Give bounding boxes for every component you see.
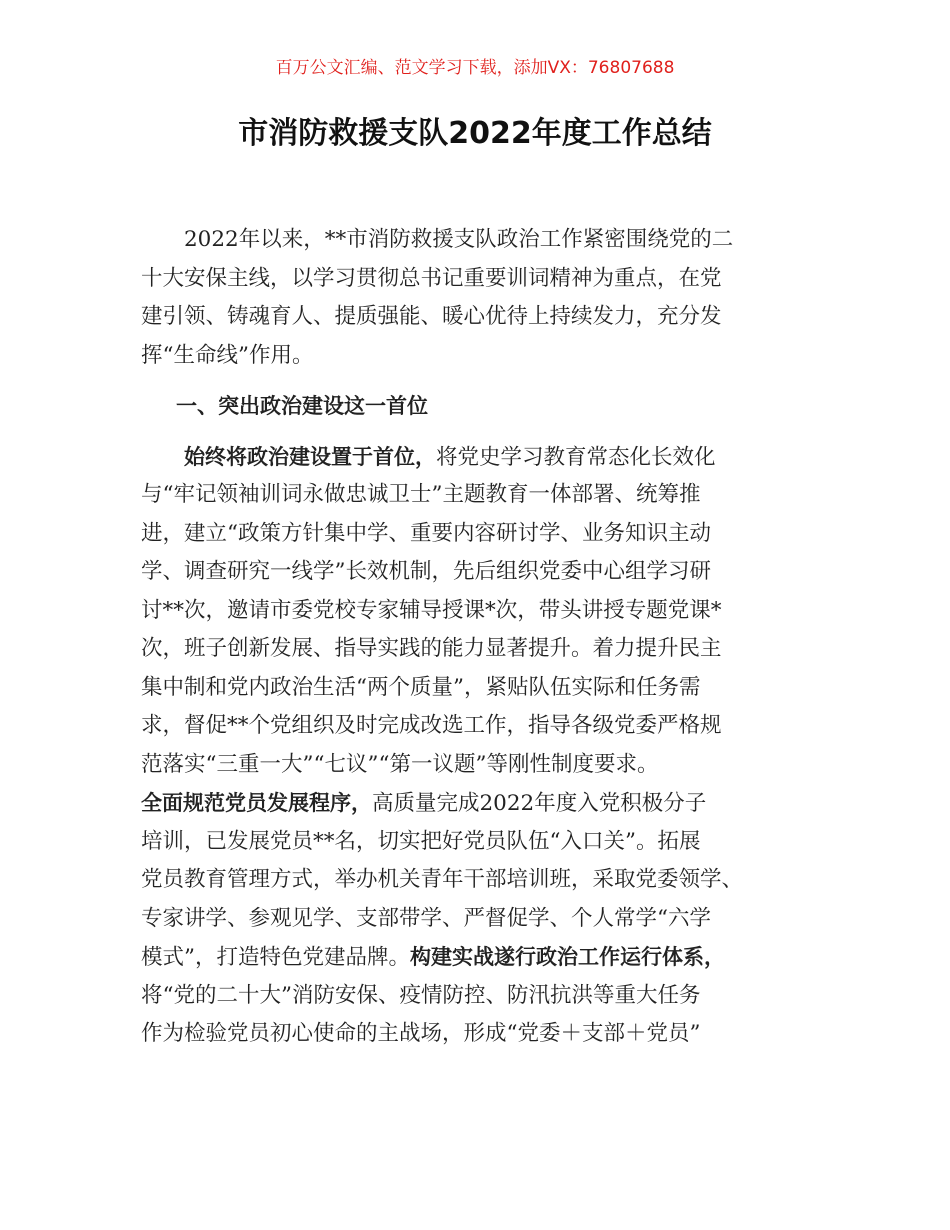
section-heading: 一、突出政治建设这一首位: [176, 394, 428, 418]
intro-line: 2022年以来，**市消防救援支队政治工作紧密围绕党的二: [184, 227, 734, 252]
paragraph-line: [141, 438, 821, 477]
watermark-text: 百万公文汇编、范文学习下载，添加VX：76807688: [275, 58, 675, 78]
plain-text: 模式”，打造特色党建品牌。: [141, 945, 410, 970]
page-title: 市消防救援支队2022年度工作总结: [238, 116, 712, 151]
bold-lead: 始终将政治建设置于首位，: [184, 444, 436, 469]
paragraph-line: [141, 784, 821, 823]
bold-lead: 全面规范党员发展程序，: [141, 791, 372, 815]
bold-lead: 构建实战遂行政治工作运行体系，: [410, 945, 725, 969]
document-body: [141, 221, 821, 1054]
paragraph-line: 培训，已发展党员**名，切实把好党员队伍“入口关”。拓展: [141, 828, 701, 854]
paragraph-line: 专家讲学、参观见学、支部带学、严督促学、个人常学“六学: [141, 905, 711, 931]
paragraph-line: 集中制和党内政治生活“两个质量”，紧贴队伍实际和任务需: [141, 674, 701, 700]
lead-rest: 将党史学习教育常态化长效化: [436, 444, 716, 470]
paragraph-line: 将“党的二十大”消防安保、疫情防控、防汛抗洪等重大任务: [141, 982, 701, 1008]
paragraph-line: 进，建立“政策方针集中学、重要内容研讨学、业务知识主动: [141, 520, 711, 546]
intro-line: 挥“生命线”作用。: [141, 342, 314, 368]
intro-line: 建引领、铸魂育人、提质强能、暖心优待上持续发力，充分发: [141, 304, 722, 329]
lead-rest: 高质量完成2022年度入党积极分子: [372, 791, 707, 816]
paragraph-line: 次，班子创新发展、指导实践的能力显著提升。着力提升民主: [141, 636, 722, 661]
paragraph-line: 讨**次，邀请市委党校专家辅导授课*次，带头讲授专题党课*: [141, 597, 722, 623]
paragraph-line: 作为检验党员初心使命的主战场，形成“党委＋支部＋党员”: [141, 1021, 701, 1046]
paragraph-line: 党员教育管理方式，举办机关青年干部培训班，采取党委领学、: [141, 867, 744, 892]
intro-line: 十大安保主线，以学习贯彻总书记重要训词精神为重点，在党: [141, 265, 722, 291]
paragraph-line: 求，督促**个党组织及时完成改选工作，指导各级党委严格规: [141, 713, 722, 738]
paragraph-line: 范落实“三重一大”“七议”“第一议题”等刚性制度要求。: [141, 751, 659, 777]
paragraph-line: [141, 938, 821, 977]
paragraph-line: 与“牢记领袖训词永做忠诚卫士”主题教育一体部署、统筹推: [141, 482, 701, 507]
paragraph-line: 学、调查研究一线学”长效机制，先后组织党委中心组学习研: [141, 559, 711, 584]
